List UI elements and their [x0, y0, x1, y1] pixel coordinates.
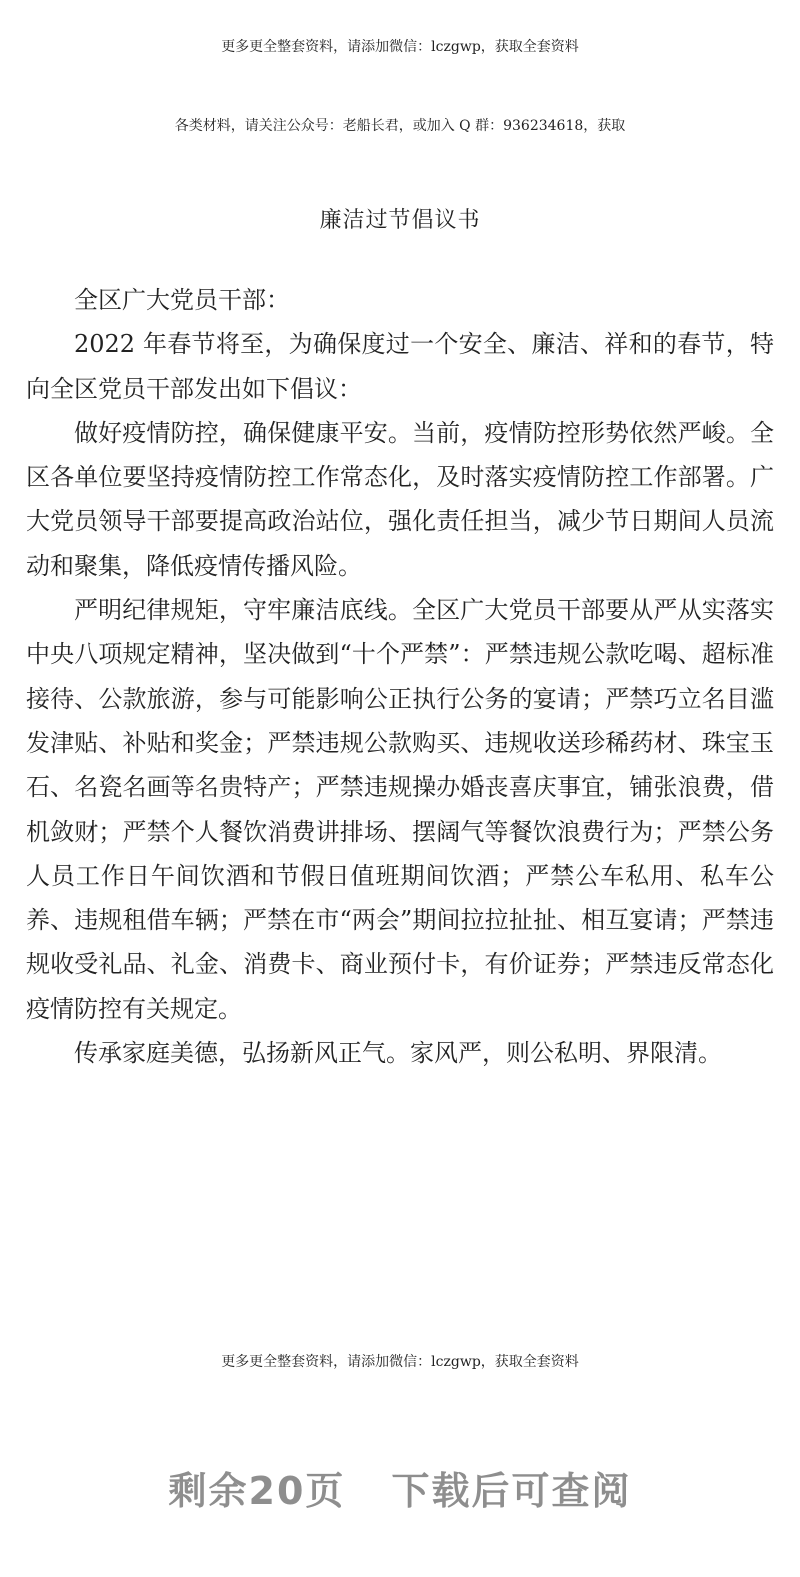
- salutation: 全区广大党员干部：: [74, 286, 290, 314]
- paragraph-family-virtue: 传承家庭美德，弘扬新风正气。家风严，则公私明、界限清。: [74, 1039, 722, 1068]
- paragraph-discipline: 严明纪律规矩，守牢廉洁底线。全区广大党员干部要从严从实落实中央八项规定精神，坚决做到“十个严禁”：严禁违规公款吃喝、超标准接待、公款旅游，参与可能影响公正执行公务的宴请；严禁巧立名目滥发津贴、补贴和奖金；严禁违规公款购买、违规收送珍稀药材、珠宝玉石、名瓷名画等名贵特产；严禁违规操办婚丧喜庆事宜，铺张浪费，借机敛财；严禁个人餐饮消费讲排场、摆阔气等餐饮浪费行为；严禁公务人员工作日午间饮酒和节假日值班期间饮酒；严禁公车私用、私车公养、违规租借车辆；严禁在市“两会”期间拉拉扯扯、相互宴请；严禁违规收受礼品、礼金、消费卡、商业预付卡，有价证券；严禁违反常态化疫情防控有关规定。: [26, 596, 774, 1023]
- document-title: 廉洁过节倡议书: [319, 208, 481, 233]
- paragraph-intro: 2022 年春节将至，为确保度过一个安全、廉洁、祥和的春节，特向全区党员干部发出如下倡议：: [26, 330, 774, 403]
- promo-note-secondary: 各类材料，请关注公众号：老船长君，或加入 Q 群：936234618，获取: [174, 118, 626, 134]
- promo-note-bottom: 更多更全整套资料，请添加微信：lczgwp，获取全套资料: [221, 1354, 579, 1370]
- paragraph-epidemic-control: 做好疫情防控，确保健康平安。当前，疫情防控形势依然严峻。全区各单位要坚持疫情防控工作常态化，及时落实疫情防控工作部署。广大党员领导干部要提高政治站位，强化责任担当，减少节日期间人员流动和聚集，降低疫情传播风险。: [26, 418, 774, 580]
- document-body: [26, 278, 774, 1075]
- promo-note-top: 更多更全整套资料，请添加微信：lczgwp，获取全套资料: [221, 39, 579, 55]
- download-banner[interactable]: [0, 1466, 800, 1516]
- download-to-view-label: 下载后可查阅: [391, 1469, 632, 1513]
- remaining-pages-label: 剩余20页: [168, 1469, 346, 1513]
